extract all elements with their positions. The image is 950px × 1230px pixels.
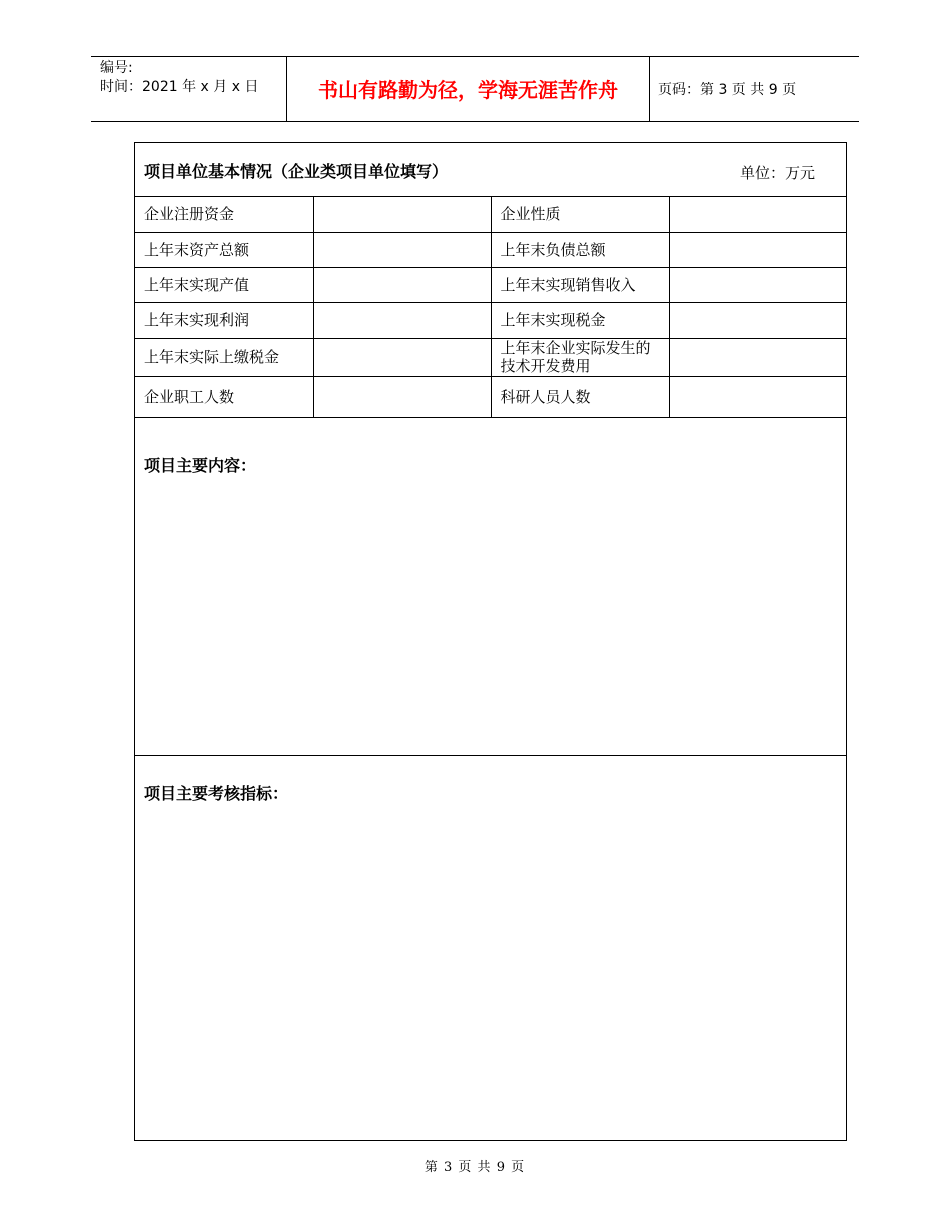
field-value[interactable] [669, 338, 846, 376]
page-header [91, 56, 859, 122]
field-label: 上年末企业实际发生的技术开发费用 [491, 338, 669, 376]
serial-label: 编号: [100, 60, 133, 76]
field-value[interactable] [669, 302, 846, 338]
table-row [135, 197, 846, 232]
field-label: 上年末实现销售收入 [491, 267, 669, 302]
field-value[interactable] [313, 302, 491, 338]
main-content-section[interactable] [135, 417, 846, 756]
field-label: 企业职工人数 [135, 376, 313, 417]
header-meta [100, 59, 258, 97]
field-value[interactable] [669, 267, 846, 302]
table-row [135, 267, 846, 302]
header-divider [649, 57, 650, 121]
table-row [135, 376, 846, 417]
field-label: 企业性质 [491, 197, 669, 232]
field-label: 上年末实现利润 [135, 302, 313, 338]
field-label: 上年末资产总额 [135, 232, 313, 267]
field-value[interactable] [313, 197, 491, 232]
field-value[interactable] [313, 232, 491, 267]
field-label: 上年末实现税金 [491, 302, 669, 338]
header-motto: 书山有路勤为径，学海无涯苦作舟 [318, 78, 618, 102]
field-label: 上年末实际上缴税金 [135, 338, 313, 376]
form-unit: 单位：万元 [740, 164, 816, 182]
field-value[interactable] [669, 376, 846, 417]
project-unit-form [134, 142, 847, 1141]
time-label: 时间：2021 年 x 月 x 日 [100, 79, 259, 95]
form-title-row [135, 143, 846, 197]
field-label: 上年末实现产值 [135, 267, 313, 302]
field-value[interactable] [313, 267, 491, 302]
field-label: 企业注册资金 [135, 197, 313, 232]
field-value[interactable] [669, 232, 846, 267]
header-page-info: 页码：第 3 页 共 9 页 [658, 82, 797, 98]
field-label: 上年末负债总额 [491, 232, 669, 267]
indicators-section[interactable] [135, 756, 846, 1140]
table-row [135, 338, 846, 376]
field-value[interactable] [669, 197, 846, 232]
basic-info-table [135, 197, 846, 418]
page-footer: 第 3 页 共 9 页 [424, 1160, 526, 1175]
field-value[interactable] [313, 338, 491, 376]
form-title: 项目单位基本情况（企业类项目单位填写） [144, 162, 449, 181]
field-label: 科研人员人数 [491, 376, 669, 417]
indicators-label: 项目主要考核指标： [144, 784, 289, 803]
main-content-label: 项目主要内容： [144, 456, 257, 475]
table-row [135, 302, 846, 338]
field-value[interactable] [313, 376, 491, 417]
table-row [135, 232, 846, 267]
